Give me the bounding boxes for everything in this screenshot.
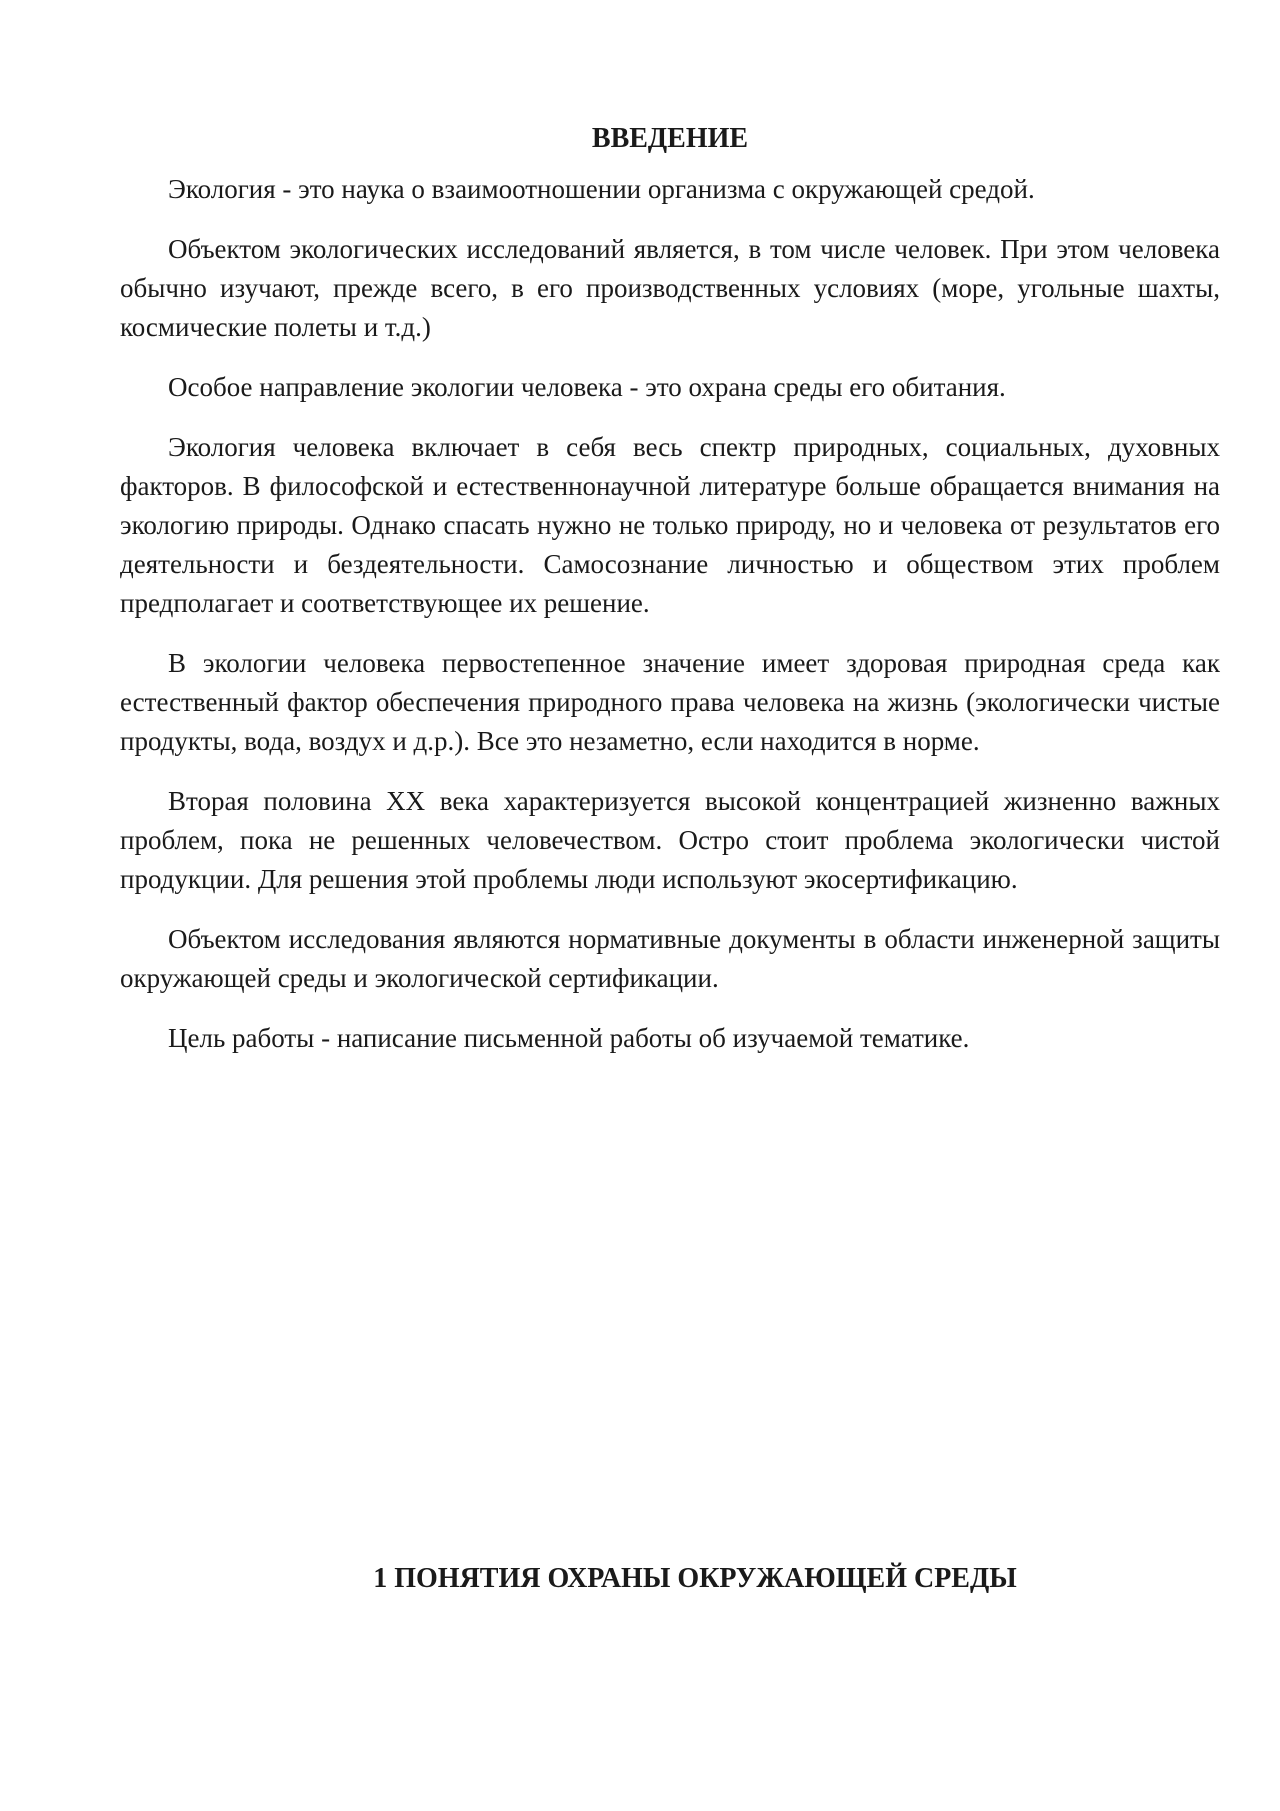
paragraph-work-goal: Цель работы - написание письменной работы об изучаемой тематике. bbox=[168, 1023, 970, 1053]
page-title: ВВЕДЕНИЕ bbox=[591, 123, 749, 154]
paragraph-twentieth-century: Вторая половина XX века характеризуется высокой концентрацией жизненно важных проблем, пока не решенных человечеством. Остро стоит проблема экологически чистой продукции. Для решения этой проблемы люди используют экосертификацию. bbox=[120, 786, 1220, 894]
document-body bbox=[120, 118, 1220, 1079]
section-heading: 1 ПОНЯТИЯ ОХРАНЫ ОКРУЖАЮЩЕЙ СРЕДЫ bbox=[373, 1563, 1017, 1594]
paragraph-environment-protection: Особое направление экологии человека - это охрана среды его обитания. bbox=[168, 372, 1006, 402]
paragraph-human-ecology-spectrum: Экология человека включает в себя весь спектр природных, социальных, духовных факторов. В философской и естественнонаучной литературе больше обращается внимания на экологию природы. Однако спасать нужно не только природу, но и человека от результатов его деятельности и бездеятельности. Самосознание личностью и обществом этих проблем предполагает и соответствующее их решение. bbox=[120, 432, 1220, 618]
paragraph-ecology-definition: Экология - это наука о взаимоотношении организма с окружающей средой. bbox=[168, 174, 1035, 204]
paragraph-healthy-environment: В экологии человека первостепенное значение имеет здоровая природная среда как естественный фактор обеспечения природного права человека на жизнь (экологически чистые продукты, вода, воздух и д.р.). Все это незаметно, если находится в норме. bbox=[120, 648, 1220, 756]
paragraph-research-object: Объектом экологических исследований является, в том числе человек. При этом человека обычно изучают, прежде всего, в его производственных условиях (море, угольные шахты, космические полеты и т.д.) bbox=[120, 234, 1220, 342]
paragraph-study-object: Объектом исследования являются нормативные документы в области инженерной защиты окружающей среды и экологической сертификации. bbox=[120, 924, 1220, 993]
